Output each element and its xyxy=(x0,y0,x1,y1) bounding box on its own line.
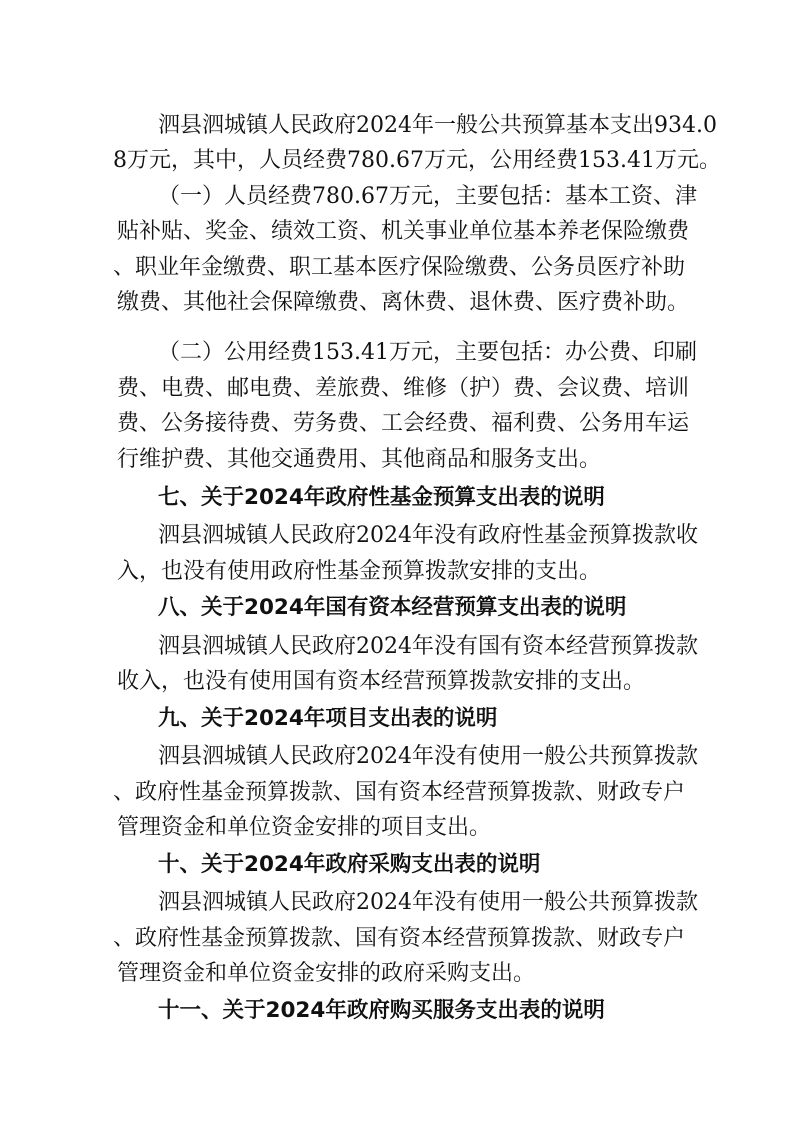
paragraph-line: 泗县泗城镇人民政府2024年没有使用一般公共预算拨款 xyxy=(158,744,698,769)
section-heading: 十、关于2024年政府采购支出表的说明 xyxy=(158,852,541,877)
paragraph-line: 、政府性基金预算拨款、国有资本经营预算拨款、财政专户 xyxy=(113,780,686,805)
paragraph-line: （一）人员经费780.67万元，主要包括：基本工资、津 xyxy=(158,184,697,209)
paragraph-line: 行维护费、其他交通费用、其他商品和服务支出。 xyxy=(117,447,602,472)
paragraph-line: 泗县泗城镇人民政府2024年一般公共预算基本支出934.0 xyxy=(158,113,717,138)
paragraph-line: 、政府性基金预算拨款、国有资本经营预算拨款、财政专户 xyxy=(113,926,686,951)
paragraph-line: 入，也没有使用政府性基金预算拨款安排的支出。 xyxy=(117,559,602,584)
section-heading: 十一、关于2024年政府购买服务支出表的说明 xyxy=(158,998,605,1023)
paragraph-line: 贴补贴、奖金、绩效工资、机关事业单位基本养老保险缴费 xyxy=(117,219,690,244)
paragraph-line: 管理资金和单位资金安排的项目支出。 xyxy=(117,815,492,840)
paragraph-line: 费、电费、邮电费、差旅费、维修（护）费、会议费、培训 xyxy=(117,376,690,401)
paragraph-line: 8万元，其中，人员经费780.67万元，公用经费153.41万元。 xyxy=(113,148,721,173)
paragraph-line: 收入，也没有使用国有资本经营预算拨款安排的支出。 xyxy=(117,669,646,694)
paragraph-line: 泗县泗城镇人民政府2024年没有政府性基金预算拨款收 xyxy=(158,523,698,548)
paragraph-line: 泗县泗城镇人民政府2024年没有国有资本经营预算拨款 xyxy=(158,634,698,659)
paragraph-line: 、职业年金缴费、职工基本医疗保险缴费、公务员医疗补助 xyxy=(113,255,686,280)
paragraph-line: 泗县泗城镇人民政府2024年没有使用一般公共预算拨款 xyxy=(158,890,698,915)
paragraph-line: 费、公务接待费、劳务费、工会经费、福利费、公务用车运 xyxy=(117,411,690,436)
paragraph-line: 缴费、其他社会保障缴费、离休费、退休费、医疗费补助。 xyxy=(117,290,690,315)
paragraph-line: 管理资金和单位资金安排的政府采购支出。 xyxy=(117,961,536,986)
section-heading: 九、关于2024年项目支出表的说明 xyxy=(158,706,498,731)
section-heading: 八、关于2024年国有资本经营预算支出表的说明 xyxy=(158,595,627,620)
paragraph-line: （二）公用经费153.41万元，主要包括：办公费、印刷 xyxy=(158,340,697,365)
section-heading: 七、关于2024年政府性基金预算支出表的说明 xyxy=(158,485,605,510)
